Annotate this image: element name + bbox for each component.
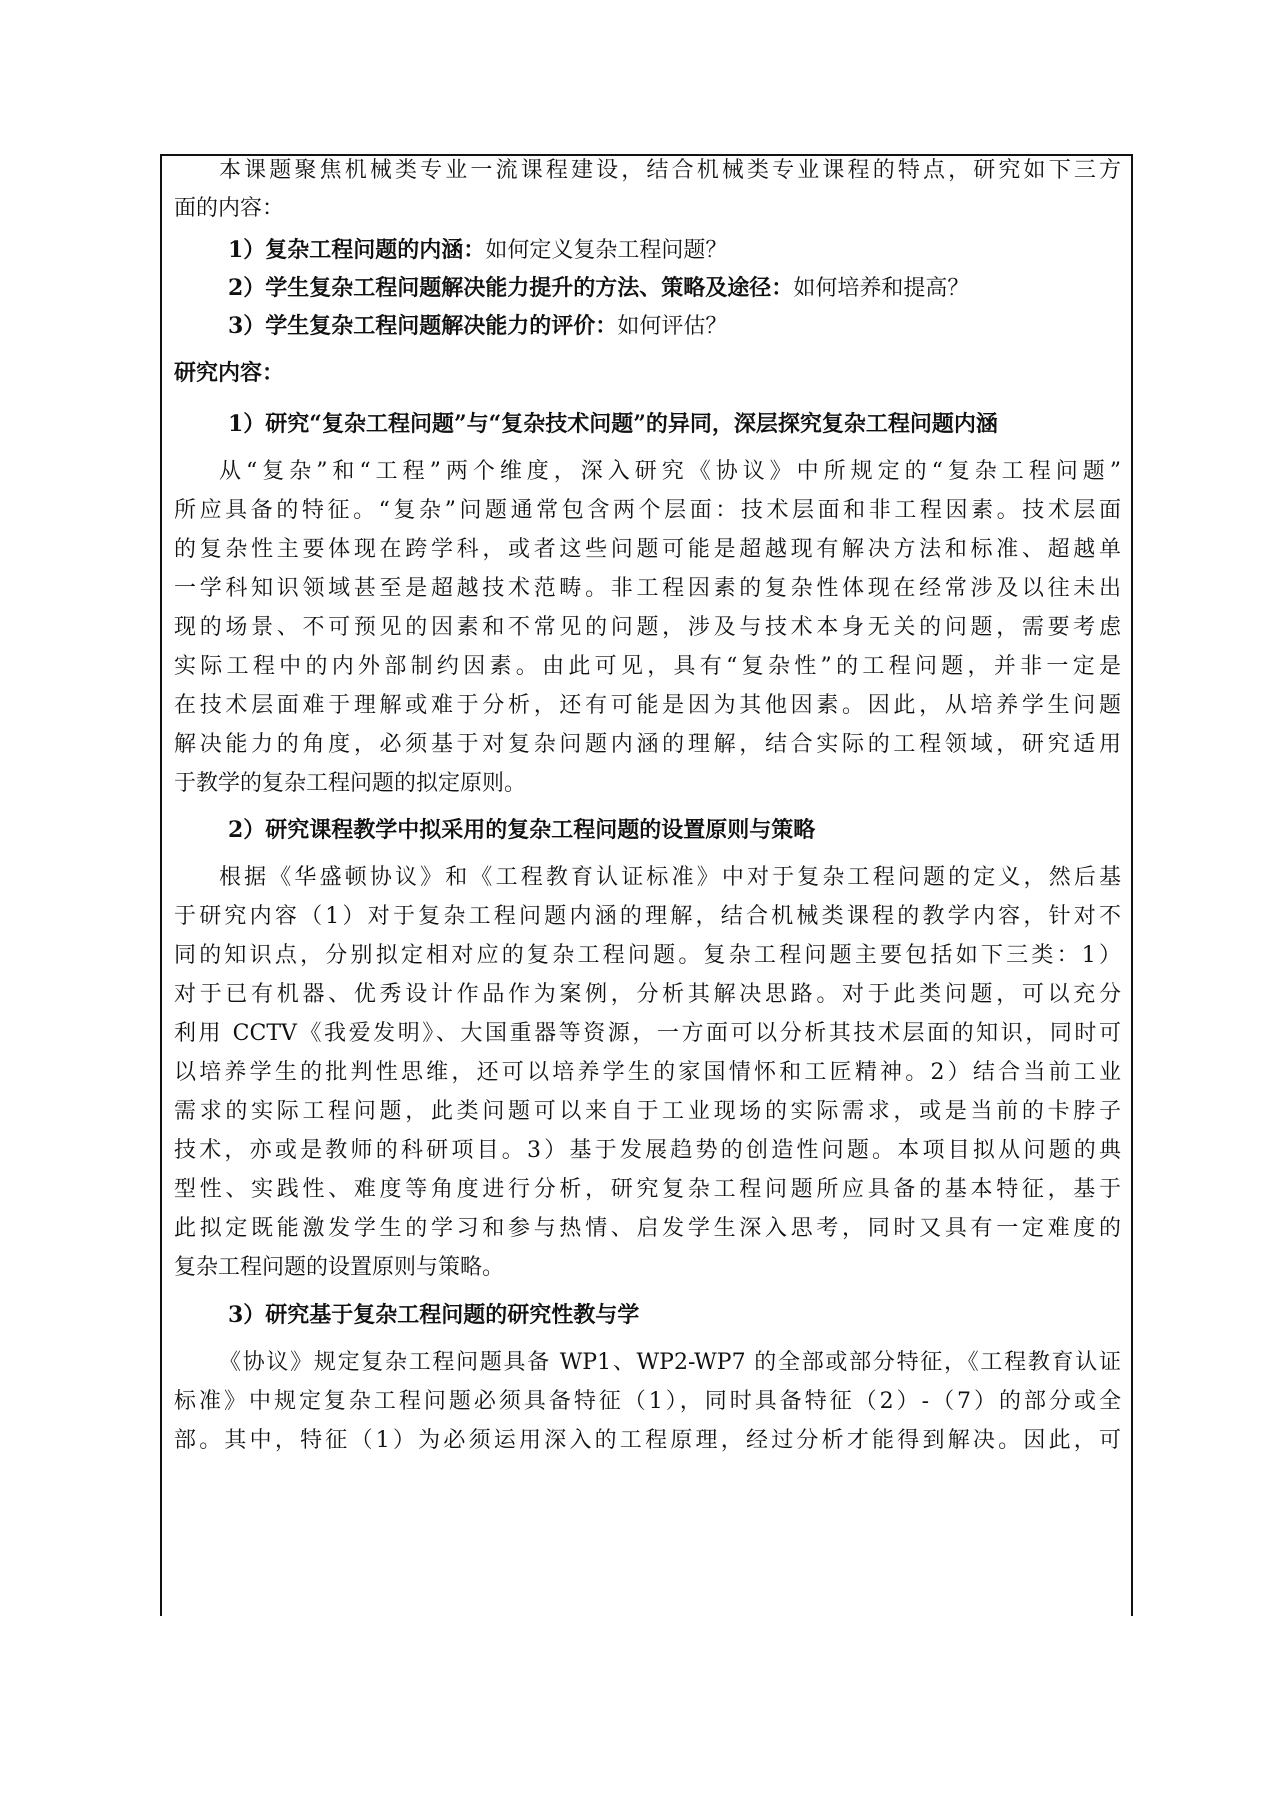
- section2-line: 此拟定既能激发学生的学习和参与热情、启发学生深入思考，同时又具有一定难度的: [174, 1216, 1121, 1241]
- section2-line: 技术，亦或是教师的科研项目。3）基于发展趋势的创造性问题。本项目拟从问题的典: [174, 1138, 1121, 1163]
- question-text: 如何定义复杂工程问题？: [485, 238, 728, 263]
- document-frame: [160, 154, 1133, 1616]
- section-heading: 3）研究基于复杂工程问题的研究性教与学: [228, 1302, 640, 1328]
- question-text: 如何评估？: [617, 314, 728, 339]
- question-item: [174, 308, 1121, 344]
- section1-line: 一学科知识领域甚至是超越技术范畴。非工程因素的复杂性体现在经常涉及以往未出: [174, 576, 1121, 601]
- section2-line: 对于已有机器、优秀设计作品作为案例，分析其解决思路。对于此类问题，可以充分: [174, 982, 1121, 1007]
- section-heading: 2）研究课程教学中拟采用的复杂工程问题的设置原则与策略: [228, 817, 816, 843]
- section1-line: 现的场景、不可预见的因素和不常见的问题，涉及与技术本身无关的问题，需要考虑: [174, 615, 1121, 640]
- section2-line: 复杂工程问题的设置原则与策略。: [174, 1255, 505, 1280]
- question-text: 如何培养和提高？: [793, 276, 970, 301]
- question-item: [174, 270, 1121, 306]
- document-content: [162, 156, 1131, 1616]
- section2-line: 需求的实际工程问题，此类问题可以来自于工业现场的实际需求，或是当前的卡脖子: [174, 1099, 1121, 1124]
- section1-line: 从“复杂”和“工程”两个维度，深入研究《协议》中所规定的“复杂工程问题”: [219, 459, 1121, 484]
- intro-line: 面的内容：: [174, 196, 285, 221]
- section2-line: 根据《华盛顿协议》和《工程教育认证标准》中对于复杂工程问题的定义，然后基: [219, 865, 1121, 890]
- section1-line: 实际工程中的内外部制约因素。由此可见，具有“复杂性”的工程问题，并非一定是: [174, 654, 1121, 679]
- section3-line: 《协议》规定复杂工程问题具备 WP1、WP2-WP7 的全部或部分特征，《工程教育认证: [219, 1350, 1121, 1375]
- section2-line: 以培养学生的批判性思维，还可以培养学生的家国情怀和工匠精神。2）结合当前工业: [174, 1060, 1121, 1085]
- section2-line: 利用 CCTV《我爱发明》、大国重器等资源，一方面可以分析其技术层面的知识，同时可: [174, 1021, 1121, 1046]
- section3-line: 标准》中规定复杂工程问题必须具备特征（1），同时具备特征（2）-（7）的部分或全: [174, 1389, 1121, 1414]
- section1-line: 解决能力的角度，必须基于对复杂问题内涵的理解，结合实际的工程领域，研究适用: [174, 732, 1121, 757]
- section2-line: 于研究内容（1）对于复杂工程问题内涵的理解，结合机械类课程的教学内容，针对不: [174, 904, 1121, 929]
- question-label: 1）复杂工程问题的内涵：: [228, 237, 486, 263]
- section1-line: 在技术层面难于理解或难于分析，还有可能是因为其他因素。因此，从培养学生问题: [174, 693, 1121, 718]
- section1-line: 的复杂性主要体现在跨学科，或者这些问题可能是超越现有解决方法和标准、超越单: [174, 537, 1121, 562]
- question-label: 2）学生复杂工程问题解决能力提升的方法、策略及途径：: [228, 275, 794, 301]
- intro-line: 本课题聚焦机械类专业一流课程建设，结合机械类专业课程的特点，研究如下三方: [219, 158, 1121, 183]
- section1-line: 于教学的复杂工程问题的拟定原则。: [174, 771, 527, 796]
- section-heading: 1）研究“复杂工程问题”与“复杂技术问题”的异同，深层探究复杂工程问题内涵: [228, 411, 998, 437]
- question-label: 3）学生复杂工程问题解决能力的评价：: [228, 313, 618, 339]
- research-heading: 研究内容：: [174, 360, 285, 386]
- section2-line: 同的知识点，分别拟定相对应的复杂工程问题。复杂工程问题主要包括如下三类：1）: [174, 943, 1121, 968]
- section2-line: 型性、实践性、难度等角度进行分析，研究复杂工程问题所应具备的基本特征，基于: [174, 1177, 1121, 1202]
- question-item: [174, 232, 1121, 268]
- section1-line: 所应具备的特征。“复杂”问题通常包含两个层面：技术层面和非工程因素。技术层面: [174, 498, 1121, 523]
- section3-line: 部。其中，特征（1）为必须运用深入的工程原理，经过分析才能得到解决。因此，可: [174, 1428, 1121, 1453]
